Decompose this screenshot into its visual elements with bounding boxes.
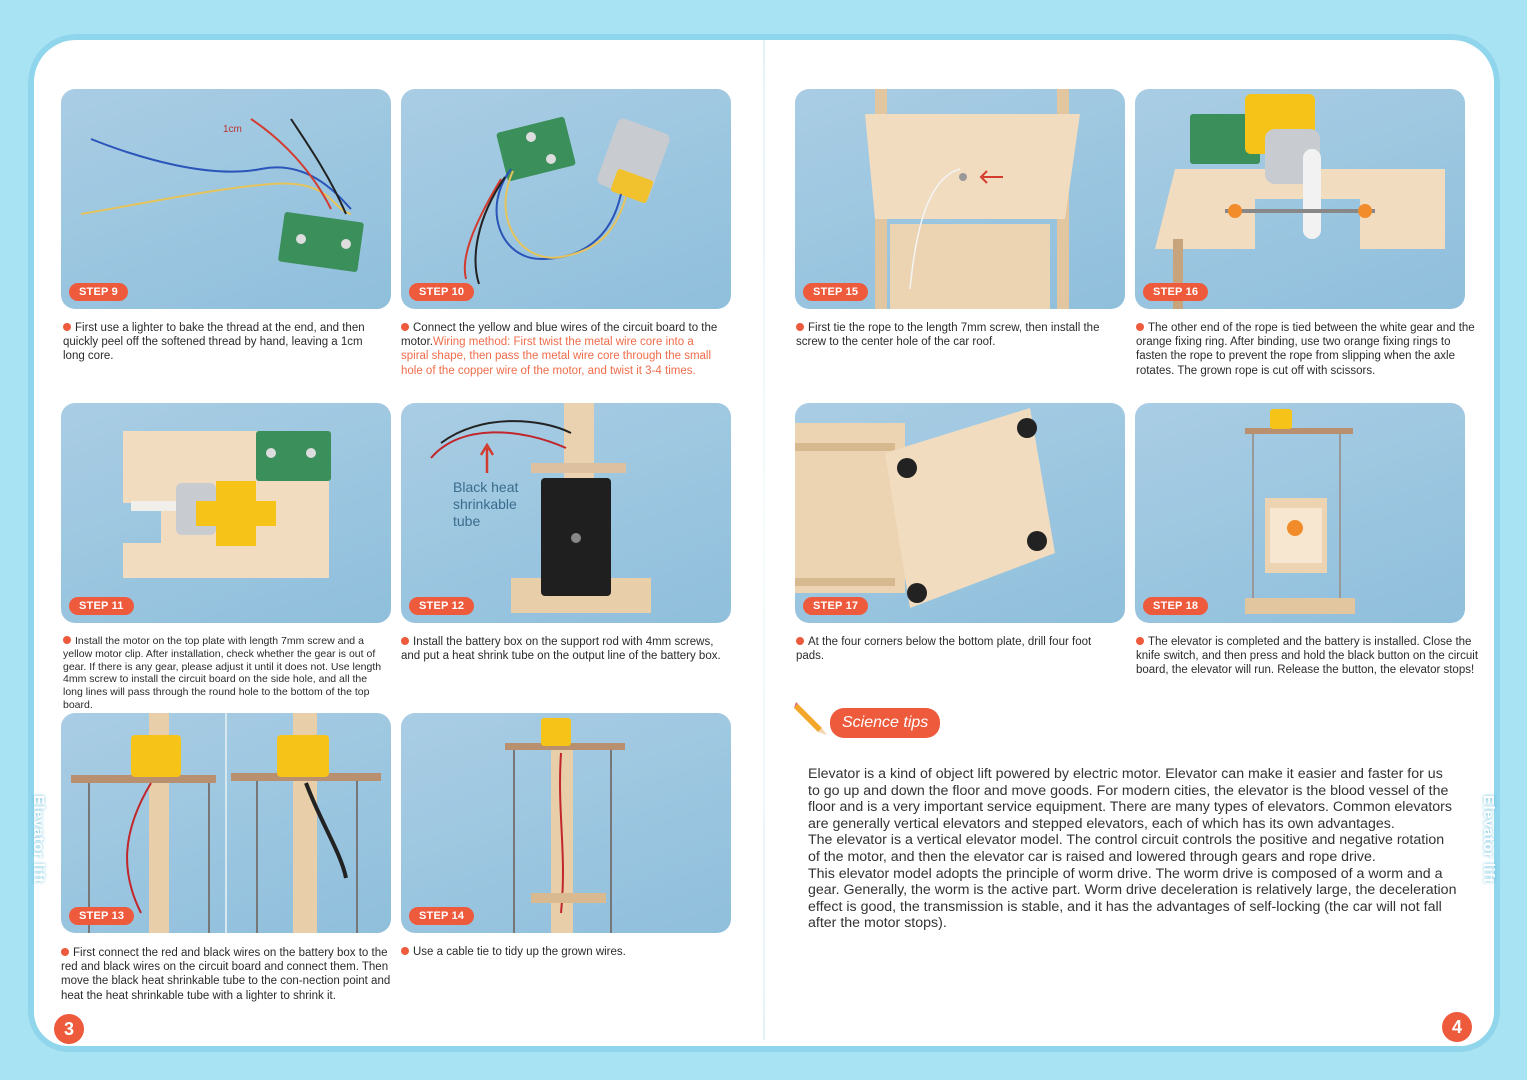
bullet-dot [401, 637, 409, 645]
step-13-caption [61, 946, 391, 1003]
step-18-photo [1135, 403, 1465, 623]
step-17-text: At the four corners below the bottom plate, drill four foot pads. [796, 636, 1092, 663]
science-paragraph-3: This elevator model adopts the principle of worm drive. The worm drive is composed of a worm and a gear. Generally, the worm is the active part. Worm drive deceleration is relatively large, the deceleration effect is good, the transmission is stable, and it has the advantages of self-locking (the car will not fall after the motor stops). [808, 865, 1457, 932]
step-15-badge: STEP 15 [803, 283, 868, 301]
step-12-caption [401, 635, 721, 663]
science-paragraph-2: The elevator is a vertical elevator model. The control circuit controls the positive and negative rotation of the motor, and then the elevator car is raised and lowered through gears and rope drive. [808, 832, 1445, 865]
bullet-dot [63, 636, 71, 644]
bullet-dot [796, 637, 804, 645]
step-18-badge: STEP 18 [1143, 597, 1208, 615]
step-10-badge: STEP 10 [409, 283, 474, 301]
photo-label-1cm: 1cm [223, 124, 242, 135]
step-10-wiring-method: Wiring method: First twist the metal wire core into a spiral shape, then pass the metal wire core through the small hole of the copper wire of the motor, and twist it 3-4 times. [401, 336, 712, 377]
step-13-photo [61, 713, 391, 933]
step-15-text: First tie the rope to the length 7mm screw, then install the screw to the center hole of the car roof. [796, 322, 1100, 349]
bullet-dot [1136, 323, 1144, 331]
step-9-text: First use a lighter to bake the thread at the end, and then quickly peel off the softened thread by hand, leaving a 1cm long core. [63, 322, 365, 363]
step-18-text: The elevator is completed and the battery is installed. Close the knife switch, and then press and hold the black button on the circuit board, the elevator will run. Release the button, the elevator stops! [1136, 636, 1479, 677]
step-13-text: First connect the red and black wires on the battery box to the red and black wires on the circuit board and connect them. Then move the black heat shrinkable tube to the con-nection point and heat the heat shrinkable tube with a lighter to shrink it. [61, 947, 391, 1002]
step-9-badge: STEP 9 [69, 283, 128, 301]
photo-label-heat-tube: Black heat shrinkable tube [453, 479, 519, 529]
page-spine [763, 40, 765, 1040]
step-17-caption [796, 635, 1116, 663]
step-10-text: Connect the yellow and blue wires of the circuit board to the motor. [401, 322, 718, 349]
bullet-dot [1136, 637, 1144, 645]
step-12-text: Install the battery box on the support rod with 4mm screws, and put a heat shrink tube on the output line of the battery box. [401, 636, 721, 663]
step-17-badge: STEP 17 [803, 597, 868, 615]
step-11-photo [61, 403, 391, 623]
step-9-photo [61, 89, 391, 309]
step-12-badge: STEP 12 [409, 597, 474, 615]
step-10-photo [401, 89, 731, 309]
pencil-icon [794, 700, 828, 736]
step-13-badge: STEP 13 [69, 907, 134, 925]
side-label-right: Elevator lift [1480, 795, 1497, 884]
step-11-badge: STEP 11 [69, 597, 134, 615]
bullet-dot [401, 947, 409, 955]
step-14-caption [401, 945, 721, 959]
step-14-photo [401, 713, 731, 933]
step-9-caption [63, 321, 383, 364]
step-11-text: Install the motor on the top plate with length 7mm screw and a yellow motor clip. After installation, check whether the gear is out of gear. If there is any gear, please adjust it until it does not. Use length 4mm screw to install the circuit board on the side hole, and all the long lines will pass through the round hole to the bottom of the top board. [63, 635, 382, 711]
page-number-left: 3 [54, 1014, 84, 1044]
step-15-photo [795, 89, 1125, 309]
page-number-right: 4 [1442, 1012, 1472, 1042]
science-paragraph-1: Elevator is a kind of object lift powered by electric motor. Elevator can make it easier and faster for us to go up and down the floor and move goods. For modern cities, the elevator is the blood vessel of the floor and is a very important service equipment. There are many types of elevators. Common elevators are generally vertical elevators and stepped elevators, each of which has its own advantages. [808, 766, 1452, 832]
step-15-caption [796, 321, 1116, 349]
step-16-caption [1136, 321, 1481, 378]
step-10-caption [401, 321, 721, 378]
bullet-dot [401, 323, 409, 331]
science-tips-body [808, 766, 1458, 932]
bullet-dot [63, 323, 71, 331]
step-18-caption [1136, 635, 1481, 678]
bullet-dot [61, 948, 69, 956]
step-16-photo [1135, 89, 1465, 309]
step-16-badge: STEP 16 [1143, 283, 1208, 301]
step-16-text: The other end of the rope is tied between the white gear and the orange fixing ring. After binding, use two orange fixing rings to fasten the rope to prevent the rope from slipping when the axle rotates. The grown rope is cut off with scissors. [1136, 322, 1475, 377]
science-tips-title: Science tips [830, 708, 940, 738]
step-12-photo [401, 403, 731, 623]
step-14-text: Use a cable tie to tidy up the grown wires. [413, 946, 626, 958]
bullet-dot [796, 323, 804, 331]
side-label-left: Elevator lift [30, 795, 47, 884]
step-17-photo [795, 403, 1125, 623]
step-14-badge: STEP 14 [409, 907, 474, 925]
step-11-caption [63, 635, 383, 712]
